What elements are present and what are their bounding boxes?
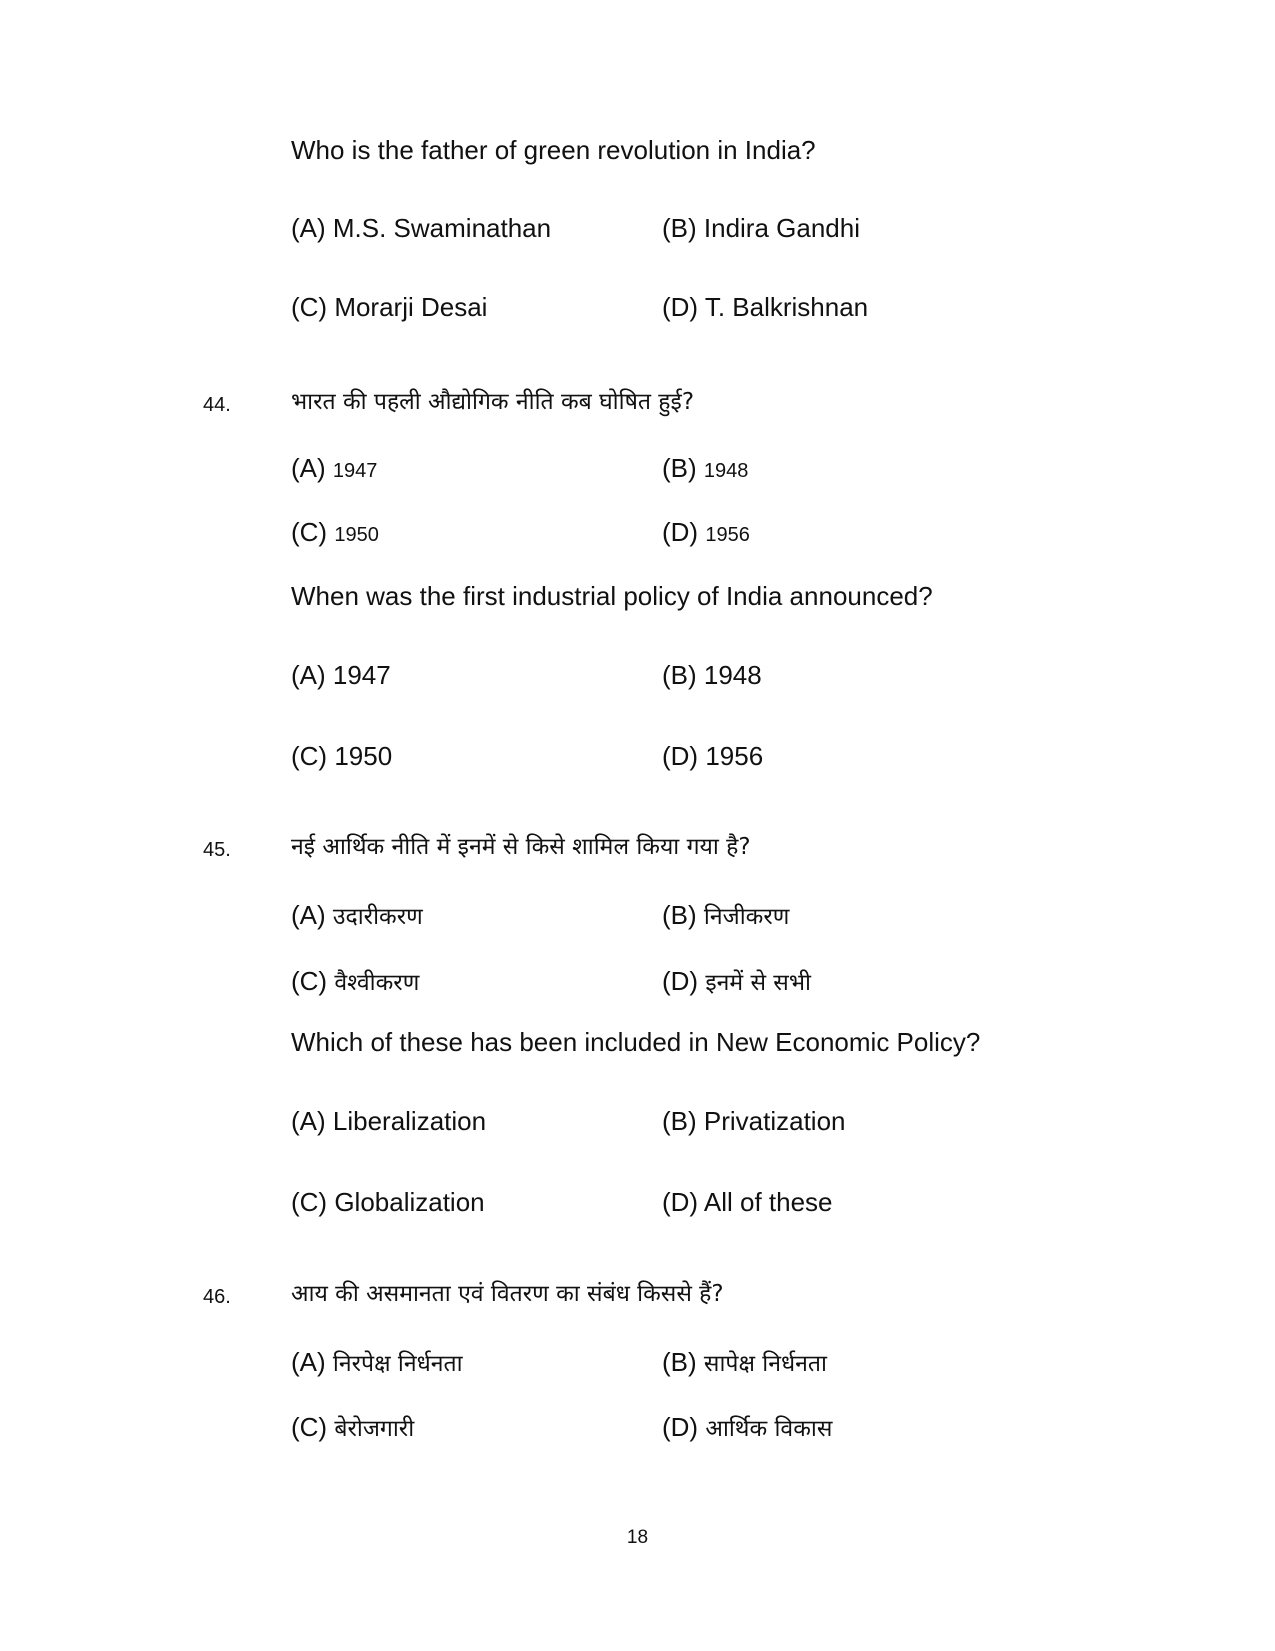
q45-en-option-a: (A) Liberalization — [291, 1106, 487, 1136]
q45-hi-option-c — [291, 965, 419, 999]
option-value: इनमें से सभी — [705, 970, 811, 996]
option-label: (C) — [291, 966, 328, 996]
q44-hi-option-d — [662, 516, 750, 551]
q44-en-option-c: (C) 1950 — [291, 741, 393, 771]
q44-number: 44. — [203, 394, 231, 416]
q43-question-en: Who is the father of green revolution in India? — [291, 135, 816, 165]
q43-option-c: (C) Morarji Desai — [291, 292, 488, 322]
option-label: (A) — [291, 900, 326, 930]
option-label: (D) — [662, 966, 699, 996]
option-value: 1956 — [705, 524, 750, 546]
q45-number: 45. — [203, 839, 231, 861]
q46-hi-option-a — [291, 1346, 463, 1380]
option-value: 1950 — [334, 524, 379, 546]
q45-en-option-c: (C) Globalization — [291, 1187, 485, 1217]
option-label: (B) — [662, 900, 697, 930]
option-value: निरपेक्ष निर्धनता — [332, 1351, 463, 1377]
q43-option-a: (A) M.S. Swaminathan — [291, 213, 552, 243]
option-label: (C) — [291, 517, 328, 547]
q45-hi-option-d — [662, 965, 811, 999]
q45-en-option-d: (D) All of these — [662, 1187, 833, 1217]
option-label: (B) — [662, 1347, 697, 1377]
page-number: 18 — [626, 1527, 649, 1548]
q45-en-option-b: (B) Privatization — [662, 1106, 846, 1136]
option-value: बेरोजगारी — [334, 1416, 415, 1442]
q44-question-hi: भारत की पहली औद्योगिक नीति कब घोषित हुई? — [291, 389, 695, 415]
option-value: निजीकरण — [703, 904, 790, 930]
q45-question-en: Which of these has been included in New Economic Policy? — [291, 1027, 981, 1057]
option-label: (B) — [662, 453, 697, 483]
option-value: 1947 — [332, 460, 378, 482]
option-value: सापेक्ष निर्धनता — [703, 1351, 827, 1377]
q44-hi-option-b — [662, 452, 748, 487]
q44-en-option-a: (A) 1947 — [291, 660, 391, 690]
option-value: आर्थिक विकास — [705, 1416, 833, 1442]
q44-question-en: When was the first industrial policy of India announced? — [291, 581, 933, 611]
option-value: उदारीकरण — [332, 904, 423, 930]
option-label: (A) — [291, 1347, 326, 1377]
q44-hi-option-a — [291, 452, 377, 487]
q46-question-hi: आय की असमानता एवं वितरण का संबंध किससे हैं? — [291, 1281, 724, 1307]
q46-hi-option-b — [662, 1346, 827, 1380]
q46-number: 46. — [203, 1286, 231, 1308]
q43-option-d: (D) T. Balkrishnan — [662, 292, 869, 322]
q45-question-hi: नई आर्थिक नीति में इनमें से किसे शामिल किया गया है? — [291, 834, 751, 860]
q44-en-option-d: (D) 1956 — [662, 741, 764, 771]
option-value: वैश्वीकरण — [334, 970, 420, 996]
option-label: (D) — [662, 517, 699, 547]
option-label: (A) — [291, 453, 326, 483]
q46-hi-option-d — [662, 1411, 832, 1445]
q44-en-option-b: (B) 1948 — [662, 660, 762, 690]
q45-hi-option-a — [291, 899, 423, 933]
option-value: 1948 — [703, 460, 749, 482]
q43-option-b: (B) Indira Gandhi — [662, 213, 860, 243]
q46-hi-option-c — [291, 1411, 414, 1445]
option-label: (D) — [662, 1412, 699, 1442]
option-label: (C) — [291, 1412, 328, 1442]
q44-hi-option-c — [291, 516, 379, 551]
q45-hi-option-b — [662, 899, 789, 933]
